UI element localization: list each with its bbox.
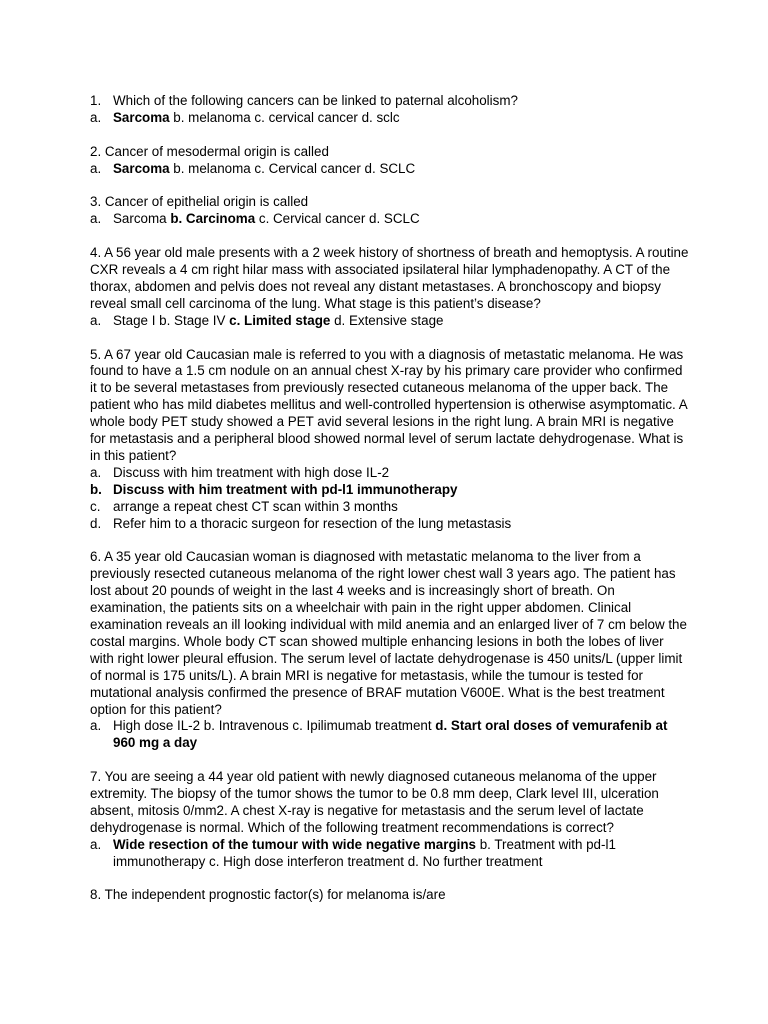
option-text: Stage I b. Stage IV xyxy=(113,312,230,328)
option-text: b. melanoma c. cervical cancer d. sclc xyxy=(169,109,400,125)
correct-answer: d. Start oral doses of vemurafenib at 960 mg a day xyxy=(113,718,668,751)
option-text: High dose IL-2 b. Intravenous c. Ipilimumab treatment xyxy=(113,718,436,734)
option-text: Discuss with him treatment with high dose IL-2 xyxy=(113,464,390,480)
correct-answer: Sarcoma xyxy=(113,160,170,176)
question-4 xyxy=(90,245,690,330)
answer-option xyxy=(90,516,690,533)
question-2 xyxy=(90,144,690,178)
option-label: a. xyxy=(90,160,102,176)
answer-option xyxy=(90,110,690,127)
option-text: c. Cervical cancer d. SCLC xyxy=(255,211,420,227)
option-text: b. melanoma c. Cervical cancer d. SCLC xyxy=(169,160,416,176)
question-7 xyxy=(90,769,690,870)
option-label: a. xyxy=(90,836,102,852)
option-label: a. xyxy=(90,312,102,328)
question-3 xyxy=(90,194,690,228)
question-8 xyxy=(90,887,690,904)
answer-option xyxy=(90,837,690,871)
correct-answer: Sarcoma xyxy=(113,109,170,125)
question-stem: Which of the following cancers can be linked to paternal alcoholism? xyxy=(113,93,518,108)
question-stem: 4. A 56 year old male presents with a 2 week history of shortness of breath and hemoptysis. A routine CXR reveals a 4 cm right hilar mass with associated ipsilateral hilar lymphadenopathy. A CT of the thorax, abdomen and pelvis does not reveal any distant metastases. A bronchoscopy and biopsy reveal small cell carcinoma of the lung. What stage is this patient’s disease? xyxy=(90,245,689,311)
option-text: d. Extensive stage xyxy=(330,312,444,328)
option-label: a. xyxy=(90,211,102,227)
option-label: d. xyxy=(90,515,102,531)
correct-answer: Wide resection of the tumour with wide negative margins xyxy=(113,836,476,852)
question-stem: 3. Cancer of epithelial origin is called xyxy=(90,194,309,210)
correct-answer: Discuss with him treatment with pd-l1 immunotherapy xyxy=(113,481,458,497)
question-1 xyxy=(90,93,690,127)
option-label: a. xyxy=(90,109,102,125)
question-6 xyxy=(90,549,690,752)
option-text: Refer him to a thoracic surgeon for resection of the lung metastasis xyxy=(113,515,512,531)
answer-option xyxy=(90,499,690,516)
question-stem: 5. A 67 year old Caucasian male is referred to you with a diagnosis of metastatic melanoma. He was found to have a 1.5 cm nodule on an annual chest X-ray by his primary care provider who confirmed it to be several metastases from previously resected cutaneous melanoma of the upper back. The patient who has mild diabetes mellitus and well-controlled hypertension is otherwise asymptomatic. A whole body PET study showed a PET avid several lesions in the right lung. A brain MRI is negative for metastasis and a peripheral blood showed normal level of serum lactate dehydrogenase. What is in this patient? xyxy=(90,346,687,463)
answer-option-correct xyxy=(90,482,690,499)
correct-answer: c. Limited stage xyxy=(229,312,331,328)
answer-option xyxy=(90,161,690,178)
option-text: arrange a repeat chest CT scan within 3 months xyxy=(113,498,398,514)
option-text: b. Treatment with pd-l1 immunotherapy c. High dose interferon treatment d. No further treatment xyxy=(113,836,616,869)
document-page xyxy=(90,93,690,921)
option-text: Sarcoma xyxy=(113,211,171,227)
option-label: b. xyxy=(90,481,102,497)
question-stem: 2. Cancer of mesodermal origin is called xyxy=(90,143,329,159)
answer-option xyxy=(90,718,690,752)
question-stem: 8. The independent prognostic factor(s) for melanoma is/are xyxy=(90,887,446,903)
answer-option xyxy=(90,211,690,228)
correct-answer: b. Carcinoma xyxy=(170,211,256,227)
option-label: c. xyxy=(90,498,101,514)
option-label: a. xyxy=(90,718,102,734)
answer-option xyxy=(90,313,690,330)
question-number: 1. xyxy=(90,93,102,108)
answer-option xyxy=(90,465,690,482)
question-stem: 7. You are seeing a 44 year old patient with newly diagnosed cutaneous melanoma of the upper extremity. The biopsy of the tumor shows the tumor to be 0.8 mm deep, Clark level III, ulceration absent, mitosis 0/mm2. A chest X-ray is negative for metastasis and the serum level of lactate dehydrogenase is normal. Which of the following treatment recommendations is correct? xyxy=(90,769,659,835)
question-5 xyxy=(90,347,690,533)
question-stem: 6. A 35 year old Caucasian woman is diagnosed with metastatic melanoma to the liver from a previously resected cutaneous melanoma of the right lower chest wall 3 years ago. The patient has lost about 20 pounds of weight in the last 4 weeks and is increasingly short of breath. On examination, the patients sits on a wheelchair with pain in the right upper abdomen. Clinical examination reveals an ill looking individual with mild anemia and an enlarged liver of 7 cm below the costal margins. Whole body CT scan showed multiple enhancing lesions in both the lobes of liver with right lower pleural effusion. The serum level of lactate dehydrogenase is 450 units/L (upper limit of normal is 175 units/L). A brain MRI is negative for metastasis, while the tumour is tested for mutational analysis confirmed the presence of BRAF mutation V600E. What is the best treatment option for this patient? xyxy=(90,549,687,717)
option-label: a. xyxy=(90,464,102,480)
